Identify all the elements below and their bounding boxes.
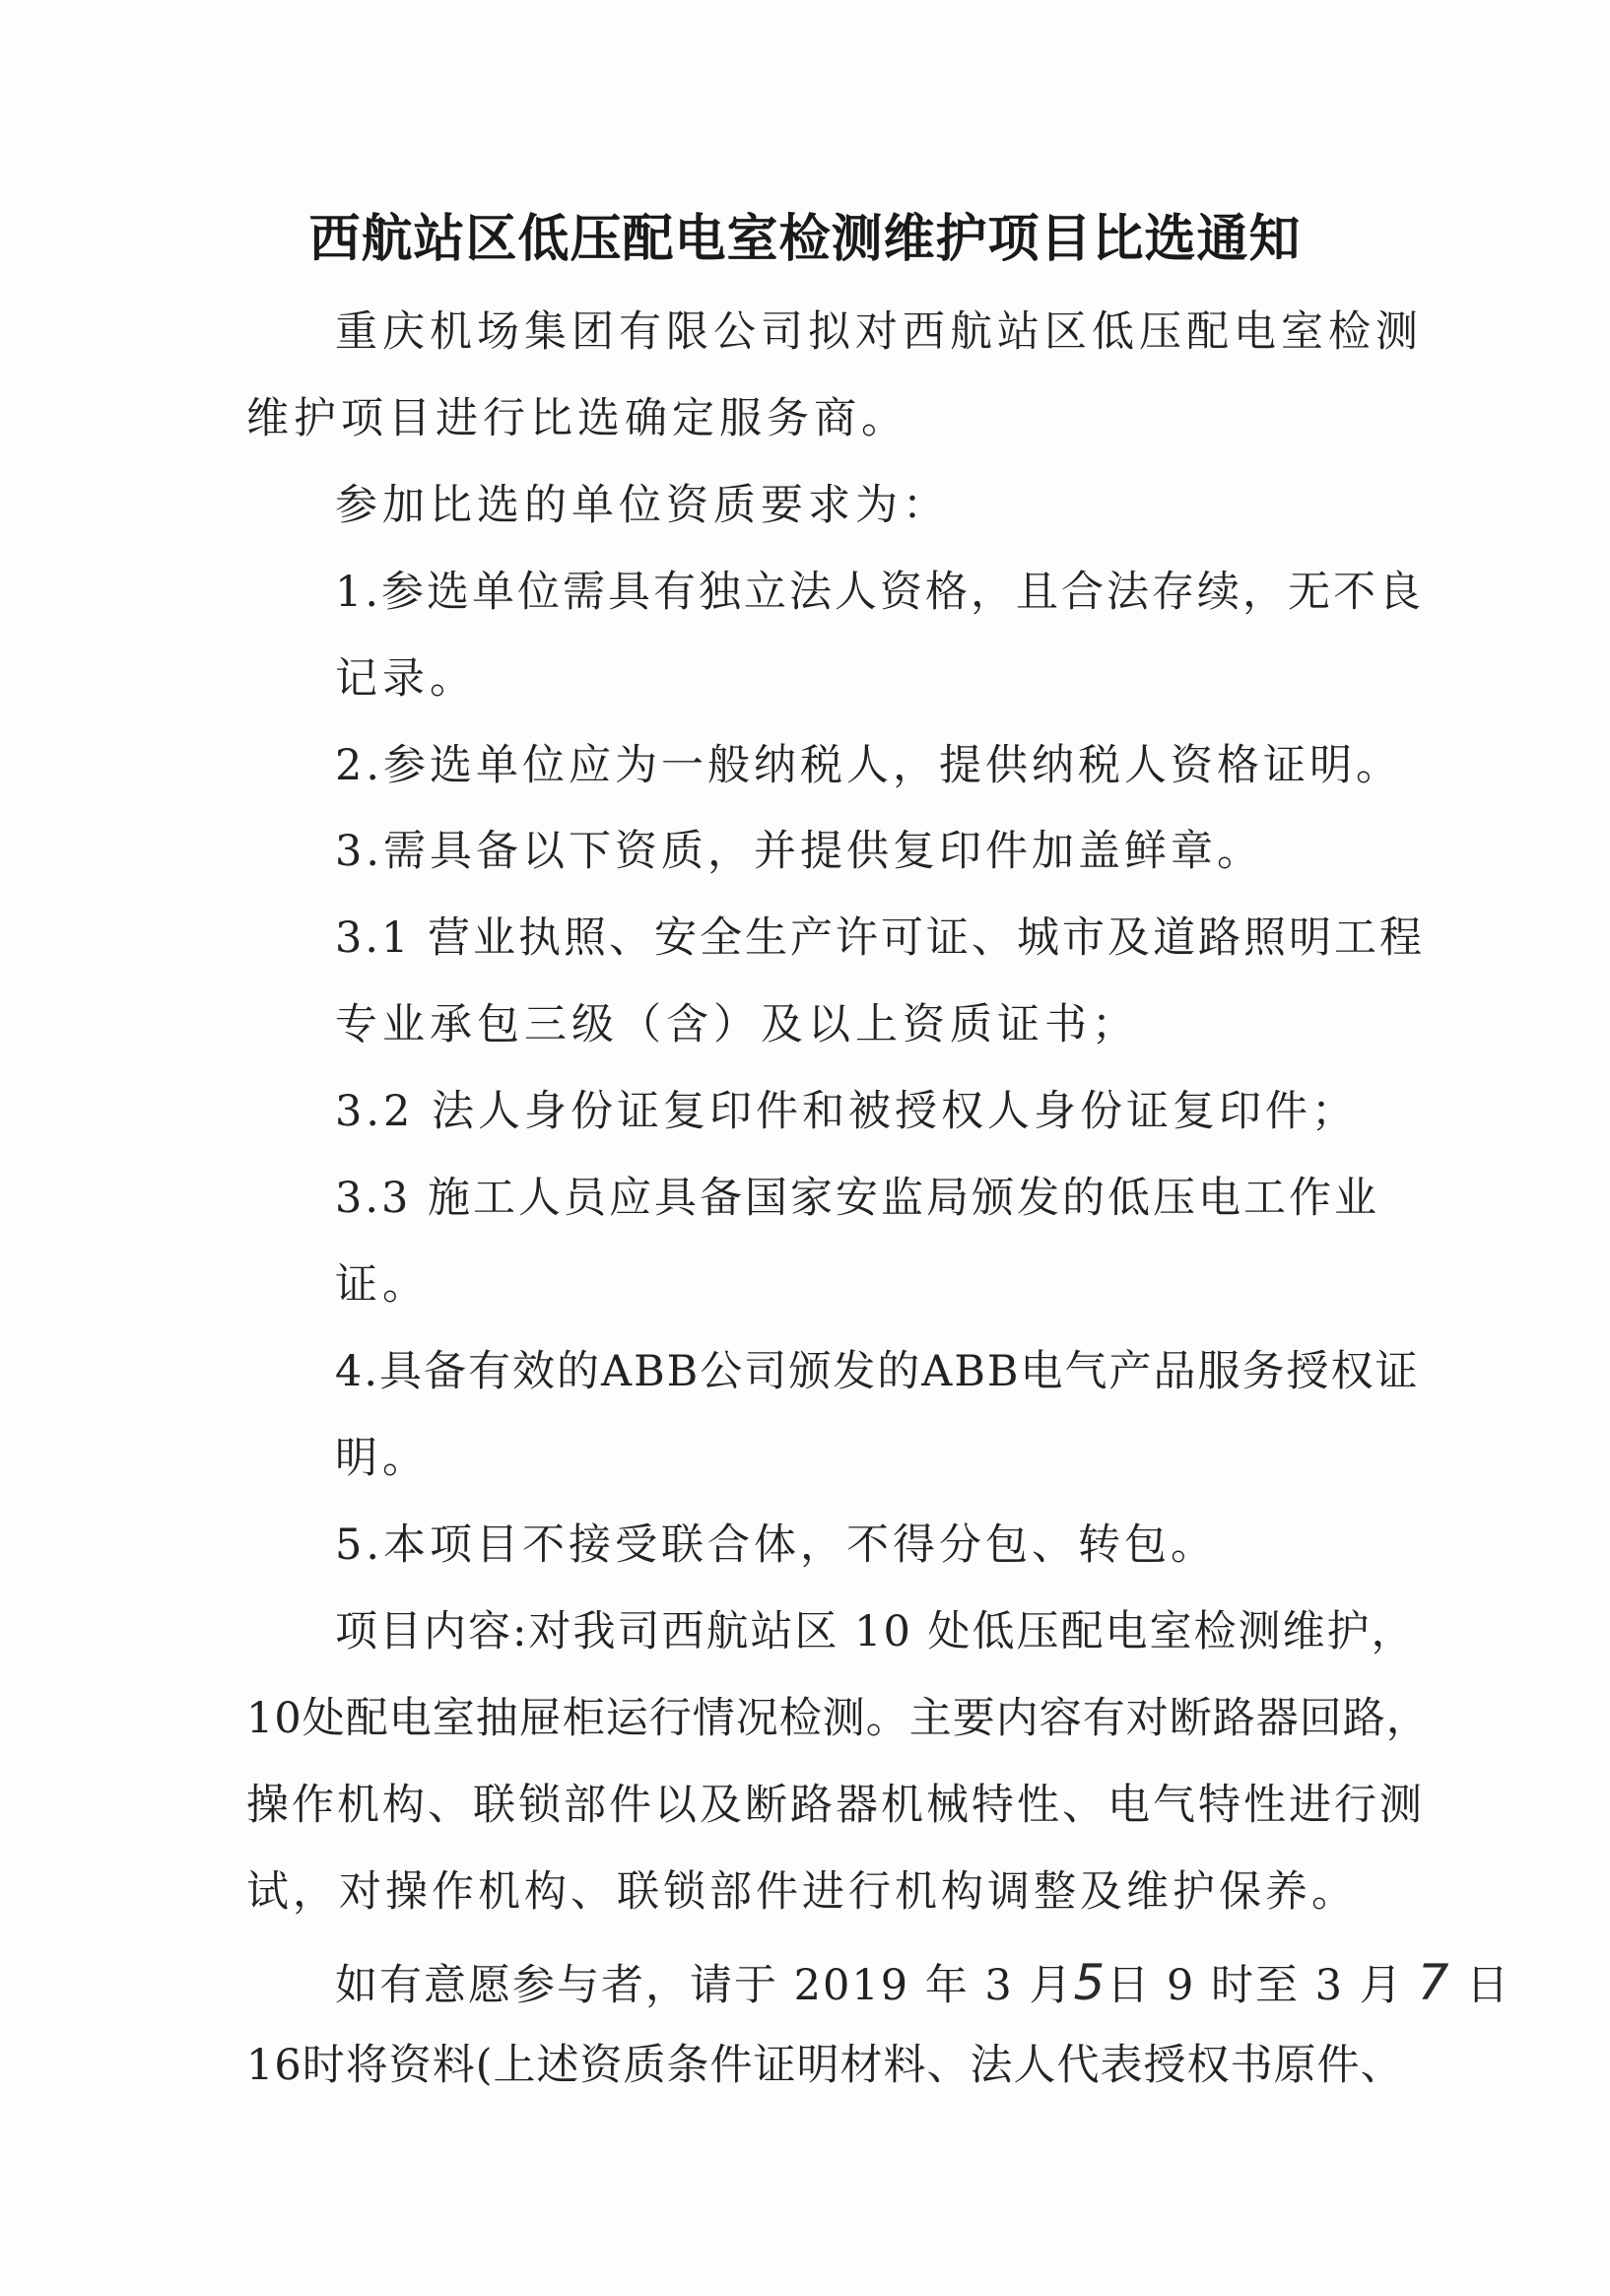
intro-line-2: 维护项目进行比选确定服务商。 bbox=[246, 394, 908, 443]
handwritten-day-end: 7 bbox=[1417, 1954, 1451, 2011]
requirement-2: 2.参选单位应为一般纳税人，提供纳税人资格证明。 bbox=[335, 741, 1403, 790]
requirements-heading: 参加比选的单位资质要求为： bbox=[335, 481, 950, 530]
requirement-1-line-1: 1.参选单位需具有独立法人资格，且合法存续，无不良 bbox=[335, 568, 1425, 617]
requirement-3-3-line-1: 3.3 施工人员应具备国家安监局颁发的低压电工作业 bbox=[335, 1174, 1380, 1223]
closing-text-a: 如有意愿参与者，请于 2019 年 3 月 bbox=[335, 1961, 1074, 2010]
requirement-3-3-line-2: 证。 bbox=[335, 1260, 430, 1310]
project-content-line-2: 10处配电室抽屉柜运行情况检测。主要内容有对断路器回路， bbox=[246, 1694, 1430, 1743]
closing-line-1 bbox=[335, 1954, 1511, 2011]
project-content-line-1: 项目内容:对我司西航站区 10 处低压配电室检测维护， bbox=[335, 1607, 1416, 1656]
document-title: 西航站区低压配电室检测维护项目比选通知 bbox=[308, 210, 1302, 269]
requirement-1-line-2: 记录。 bbox=[335, 654, 477, 704]
requirement-4-line-2: 明。 bbox=[335, 1434, 430, 1483]
requirement-3-1-line-1: 3.1 营业执照、安全生产许可证、城市及道路照明工程 bbox=[335, 913, 1426, 963]
closing-text-c: 日 bbox=[1450, 1961, 1511, 2010]
requirement-3-1-line-2: 专业承包三级（含）及以上资质证书； bbox=[335, 1000, 1139, 1049]
project-content-line-3: 操作机构、联锁部件以及断路器机械特性、电气特性进行测 bbox=[246, 1781, 1425, 1830]
requirement-5: 5.本项目不接受联合体，不得分包、转包。 bbox=[335, 1520, 1218, 1570]
handwritten-day-start: 5 bbox=[1073, 1954, 1107, 2011]
requirement-3-2: 3.2 法人身份证复印件和被授权人身份证复印件； bbox=[335, 1087, 1359, 1136]
intro-line-1: 重庆机场集团有限公司拟对西航站区低压配电室检测 bbox=[335, 307, 1423, 357]
closing-text-b: 日 9 时至 3 月 bbox=[1107, 1961, 1404, 2010]
requirement-4-line-1: 4.具备有效的ABB公司颁发的ABB电气产品服务授权证 bbox=[335, 1347, 1420, 1396]
requirement-3: 3.需具备以下资质，并提供复印件加盖鲜章。 bbox=[335, 827, 1264, 876]
project-content-line-4: 试，对操作机构、联锁部件进行机构调整及维护保养。 bbox=[246, 1867, 1358, 1917]
closing-line-2: 16时将资料(上述资质条件证明材料、法人代表授权书原件、 bbox=[246, 2041, 1404, 2090]
